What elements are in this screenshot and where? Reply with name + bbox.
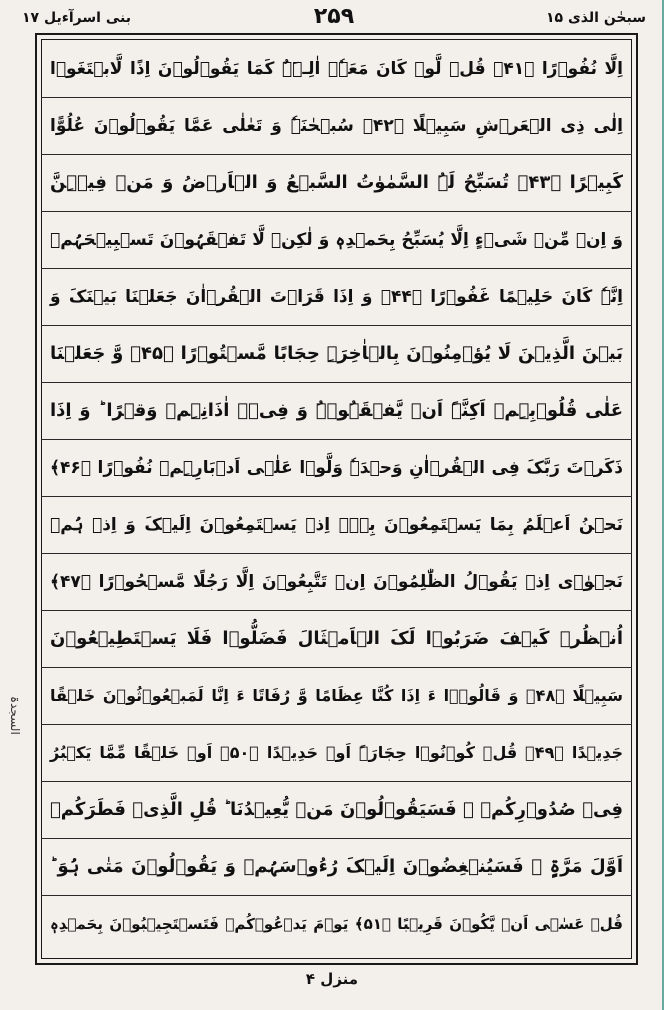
text-line-2: اِلٰی ذِی الۡعَرۡشِ سَبِیۡلًا ﴿۴۲﴾ سُبۡحٰنَہٗ وَ تَعٰلٰی عَمَّا یَقُوۡلُوۡنَ عُلُوًّا (50, 116, 623, 136)
text-line-4: وَ اِنۡ مِّنۡ شَیۡءٍ اِلَّا یُسَبِّحُ بِحَمۡدِہٖ وَ لٰکِنۡ لَّا تَفۡقَہُوۡنَ تَسۡبِیۡحَہُمۡ (50, 230, 623, 250)
text-line-15: اَوَّلَ مَرَّۃٍ ۚ فَسَیُنۡغِضُوۡنَ اِلَیۡکَ رُءُوۡسَہُمۡ وَ یَقُوۡلُوۡنَ مَتٰی ہُوَ ؕ (50, 856, 623, 877)
text-line-6: بَیۡنَ الَّذِیۡنَ لَا یُؤۡمِنُوۡنَ بِالۡاٰخِرَۃِ حِجَابًا مَّسۡتُوۡرًا ﴿۴۵﴾ وَّ جَعَلۡنَا (50, 343, 623, 364)
manzil-footer: منزل ۴ (305, 970, 359, 988)
text-line-9: نَحۡنُ اَعۡلَمُ بِمَا یَسۡتَمِعُوۡنَ بِہٖۤ اِذۡ یَسۡتَمِعُوۡنَ اِلَیۡکَ وَ اِذۡ ہُمۡ (50, 515, 623, 535)
text-line-11: اُنۡظُرۡ کَیۡفَ ضَرَبُوۡا لَکَ الۡاَمۡثَالَ فَضَلُّوۡا فَلَا یَسۡتَطِیۡعُوۡنَ (50, 628, 623, 649)
text-line-8: ذَکَرۡتَ رَبَّکَ فِی الۡقُرۡاٰنِ وَحۡدَہٗ وَلَّوۡا عَلٰۤی اَدۡبَارِہِمۡ نُفُوۡرًا ﴿۴۶﴾ (50, 458, 623, 478)
surah-name: بنی اسرآءیل ۱۷ (22, 10, 131, 26)
text-line-7: عَلٰی قُلُوۡبِہِمۡ اَکِنَّۃً اَنۡ یَّفۡقَہُوۡہُ وَ فِیۡۤ اٰذَانِہِمۡ وَقۡرًا ؕ وَ اِذَا (50, 400, 623, 421)
sajdah-margin-note: السجدۃ (8, 696, 22, 735)
text-line-14: فِیۡ صُدُوۡرِکُمۡ ۚ فَسَیَقُوۡلُوۡنَ مَنۡ یُّعِیۡدُنَا ؕ قُلِ الَّذِیۡ فَطَرَکُمۡ (50, 799, 623, 820)
text-line-1: اِلَّا نُفُوۡرًا ﴿۴۱﴾ قُلۡ لَّوۡ کَانَ مَعَہٗۤ اٰلِـہَۃٌ کَمَا یَقُوۡلُوۡنَ اِذًا لَّابۡتَغَوۡا (50, 59, 623, 79)
page-header (22, 4, 646, 32)
para-name: سبحٰن الذی ۱۵ (546, 10, 646, 26)
text-line-16: قُلۡ عَسٰۤی اَنۡ یَّکُوۡنَ قَرِیۡبًا ﴿۵۱﴾ یَوۡمَ یَدۡعُوۡکُمۡ فَتَسۡتَجِیۡبُوۡنَ بِحَمۡدِہٖ (50, 915, 623, 933)
page-number: ۲۵۹ (313, 4, 355, 29)
text-line-13: جَدِیۡدًا ﴿۴۹﴾ قُلۡ کُوۡنُوۡا حِجَارَۃً اَوۡ حَدِیۡدًا ﴿۵۰﴾ اَوۡ خَلۡقًا مِّمَّا یَکۡبُرُ (50, 743, 624, 762)
text-line-3: کَبِیۡرًا ﴿۴۳﴾ تُسَبِّحُ لَہُ السَّمٰوٰتُ السَّبۡعُ وَ الۡاَرۡضُ وَ مَنۡ فِیۡہِنَّ (50, 172, 624, 193)
text-line-5: اِنَّہٗ کَانَ حَلِیۡمًا غَفُوۡرًا ﴿۴۴﴾ وَ اِذَا قَرَاۡتَ الۡقُرۡاٰنَ جَعَلۡنَا بَیۡنَکَ وَ (50, 287, 623, 307)
text-line-12: سَبِیۡلًا ﴿۴۸﴾ وَ قَالُوۡۤا ءَ اِذَا کُنَّا عِظَامًا وَّ رُفَاتًا ءَ اِنَّا لَمَبۡعُوۡثُوۡنَ خَلۡقًا (50, 686, 624, 705)
text-line-10: نَجۡوٰۤی اِذۡ یَقُوۡلُ الظّٰلِمُوۡنَ اِنۡ تَتَّبِعُوۡنَ اِلَّا رَجُلًا مَّسۡحُوۡرًا ﴿۴۷﴾ (50, 572, 623, 592)
